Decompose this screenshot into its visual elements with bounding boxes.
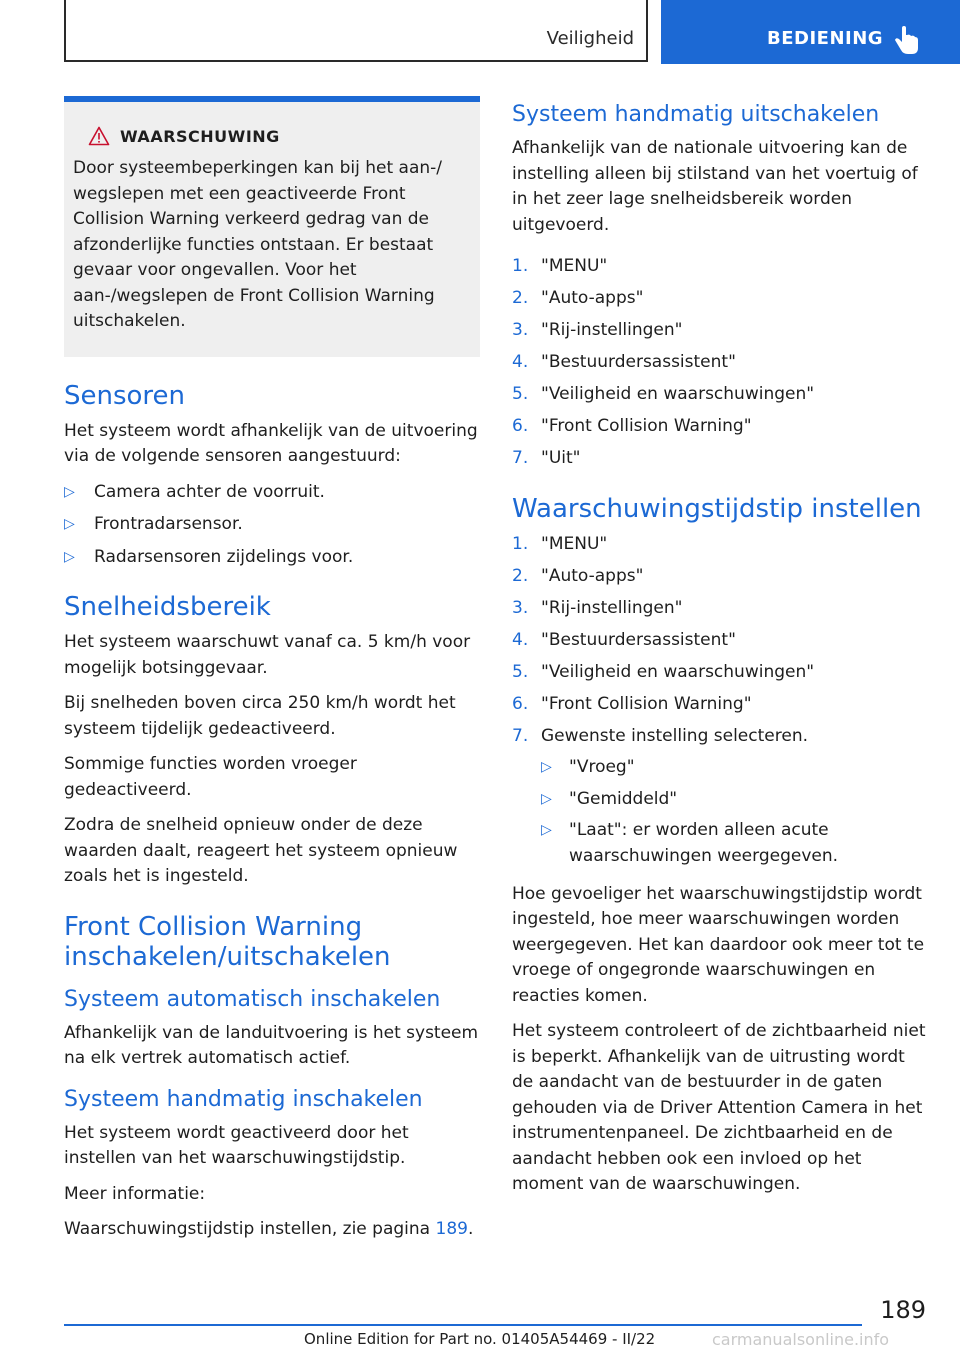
step-text: [541, 318, 682, 344]
step-item: [512, 724, 930, 876]
step-label: "Bestuurdersassistent": [541, 352, 736, 372]
step-item: [512, 414, 930, 440]
step-text: [541, 382, 814, 408]
timing-steps: [512, 532, 930, 876]
paragraph: Het systeem controleert of de zichtbaarheid niet is beperkt. Afhankelijk van de uitrusting wordt de aandacht van de bestuurder in de gaten gehouden via de Driver Attention Camera in het instrumentenpaneel. De zichtbaarheid en de aandacht hebben ook een invloed op het moment van de waarschuwingen.: [512, 1021, 926, 1194]
step-number: 4.: [512, 629, 529, 650]
step-text: [541, 286, 643, 312]
header-chapter-label: BEDIENING: [767, 28, 884, 49]
paragraph: Sommige functies worden vroeger gedeactiveerd.: [64, 754, 357, 800]
step-item: [512, 446, 930, 472]
paragraph: Hoe gevoeliger het waarschuwingstijdstip wordt ingesteld, hoe meer waarschuwingen worden weergegeven. Het kan daardoor ook meer tot te vroege of ongegronde waarschuwingen en reacties komen.: [512, 883, 925, 1006]
step-label: Gewenste instelling selecteren.: [541, 725, 808, 746]
step-text: [541, 596, 682, 622]
step-text: [541, 532, 607, 558]
step-label: "Front Collision Warning": [541, 693, 752, 714]
heading-automatisch-inschakelen: Systeem automatisch inschakelen: [64, 986, 441, 1012]
list-item: ▷ Camera achter de voorruit.: [64, 480, 480, 506]
more-info-label: Meer informatie:: [64, 1183, 206, 1204]
heading-front-collision-warning: [64, 912, 480, 972]
step-item: [512, 318, 930, 344]
watermark: carmanualsonline.info: [712, 1330, 890, 1349]
step-text: [541, 254, 607, 280]
step-number: 6.: [512, 693, 529, 714]
step-text: [541, 660, 814, 686]
sensoren-intro: Het systeem wordt afhankelijk van de uitvoering via de volgende sensoren aangestuurd:: [64, 420, 478, 466]
paragraph: Het systeem wordt geactiveerd door het instellen van het waarschuwingstijdstip.: [64, 1122, 409, 1168]
step-text: [541, 350, 736, 376]
paragraph: Zodra de snelheid opnieuw onder de deze waarden daalt, reageert het systeem opnieuw zoals het is ingesteld.: [64, 815, 458, 886]
step-label: "Auto-apps": [541, 288, 644, 308]
step-item: [512, 628, 930, 654]
step-label: "Bestuurdersassistent": [541, 629, 736, 650]
heading-line: inschakelen/uitschakelen: [64, 941, 391, 972]
list-item: ▷ Radarsensoren zijdelings voor.: [64, 545, 480, 571]
warning-title: WAARSCHUWING: [120, 126, 280, 146]
step-label: "Uit": [541, 448, 581, 468]
step-number: 6.: [512, 416, 529, 436]
step-number: 7.: [512, 725, 529, 746]
paragraph: Bij snelheden boven circa 250 km/h wordt het systeem tijdelijk gedeactiveerd.: [64, 693, 456, 739]
step-label: "Rij-instellingen": [541, 320, 683, 340]
right-column: [512, 96, 930, 1208]
reference-end: .: [467, 1219, 474, 1239]
left-column: [64, 96, 480, 1253]
heading-handmatig-uitschakelen: Systeem handmatig uitschakelen: [512, 102, 880, 127]
footer-divider: [64, 1324, 862, 1326]
step-item: [512, 692, 930, 718]
step-label: "Front Collision Warning": [541, 416, 752, 436]
warning-text: Door systeembeperkingen kan bij het aan-/ wegslepen met een geactiveerde Front Collision Warning verkeerd gedrag van de afzonderlijke functies ontstaan. Er bestaat gevaar voor ongevallen. Voor het aan-/wegslepen de Front Collision Warning uitschakelen.: [73, 158, 443, 331]
header-section-label: Veiligheid: [546, 28, 634, 49]
step-number: 4.: [512, 352, 529, 372]
paragraph: Het systeem waarschuwt vanaf ca. 5 km/h voor mogelijk botsinggevaar.: [64, 632, 471, 678]
step-text: [541, 446, 580, 472]
step-item: [512, 286, 930, 312]
step-item: [512, 532, 930, 558]
step-item: [512, 254, 930, 280]
step-item: [512, 660, 930, 686]
step-text: [541, 692, 752, 718]
step-number: 2.: [512, 565, 529, 586]
header-section-tab: [64, 0, 648, 62]
step-number: 2.: [512, 288, 529, 308]
option-item: ▷ "Laat": er worden alleen acute waarschuwingen weergegeven.: [541, 818, 930, 869]
heading-waarschuwingstijdstip: Waarschuwingstijdstip instellen: [512, 493, 922, 524]
step-number: 3.: [512, 597, 529, 618]
uitschakelen-steps: [512, 254, 930, 472]
step-text: [541, 414, 752, 440]
heading-snelheidsbereik: Snelheidsbereik: [64, 592, 271, 622]
step-item: [512, 596, 930, 622]
warning-header: [73, 126, 470, 146]
option-item: ▷ "Vroeg": [541, 755, 930, 781]
step-number: 1.: [512, 256, 529, 276]
page-number: 189: [880, 1296, 926, 1324]
step-label: "Veiligheid en waarschuwingen": [541, 384, 815, 404]
step-text: [541, 564, 643, 590]
sensoren-list: [64, 480, 480, 571]
step-text: [541, 724, 930, 876]
warning-box: [64, 96, 480, 357]
step-label: "MENU": [541, 256, 608, 276]
step-number: 7.: [512, 448, 529, 468]
step-number: 5.: [512, 661, 529, 682]
step-label: "Rij-instellingen": [541, 597, 683, 618]
list-item: ▷ Frontradarsensor.: [64, 512, 480, 538]
step-number: 5.: [512, 384, 529, 404]
step-number: 3.: [512, 320, 529, 340]
options-list: [541, 755, 930, 869]
step-label: "MENU": [541, 533, 608, 554]
paragraph: Afhankelijk van de nationale uitvoering kan de instelling alleen bij stilstand van het voertuig of in het zeer lage snelheidsbereik worden uitgevoerd.: [512, 138, 918, 235]
paragraph: Afhankelijk van de landuitvoering is het systeem na elk vertrek automatisch actief.: [64, 1022, 479, 1068]
heading-handmatig-inschakelen: Systeem handmatig inschakelen: [64, 1086, 423, 1112]
step-item: [512, 564, 930, 590]
page-reference: [64, 1217, 480, 1243]
step-item: [512, 382, 930, 408]
reference-text: Waarschuwingstijdstip instellen, zie pagina: [64, 1219, 436, 1239]
step-label: "Veiligheid en waarschuwingen": [541, 661, 815, 682]
footer-edition: Online Edition for Part no. 01405A54469 - II/22: [304, 1330, 656, 1348]
page-link[interactable]: 189: [435, 1219, 468, 1239]
heading-sensoren: Sensoren: [64, 380, 186, 411]
step-text: [541, 628, 736, 654]
step-item: [512, 350, 930, 376]
step-label: "Auto-apps": [541, 565, 644, 586]
option-item: ▷ "Gemiddeld": [541, 787, 930, 813]
warning-triangle-icon: [88, 126, 110, 146]
heading-line: Front Collision Warning: [64, 911, 363, 942]
pointing-hand-icon: [894, 26, 920, 56]
step-number: 1.: [512, 533, 529, 554]
